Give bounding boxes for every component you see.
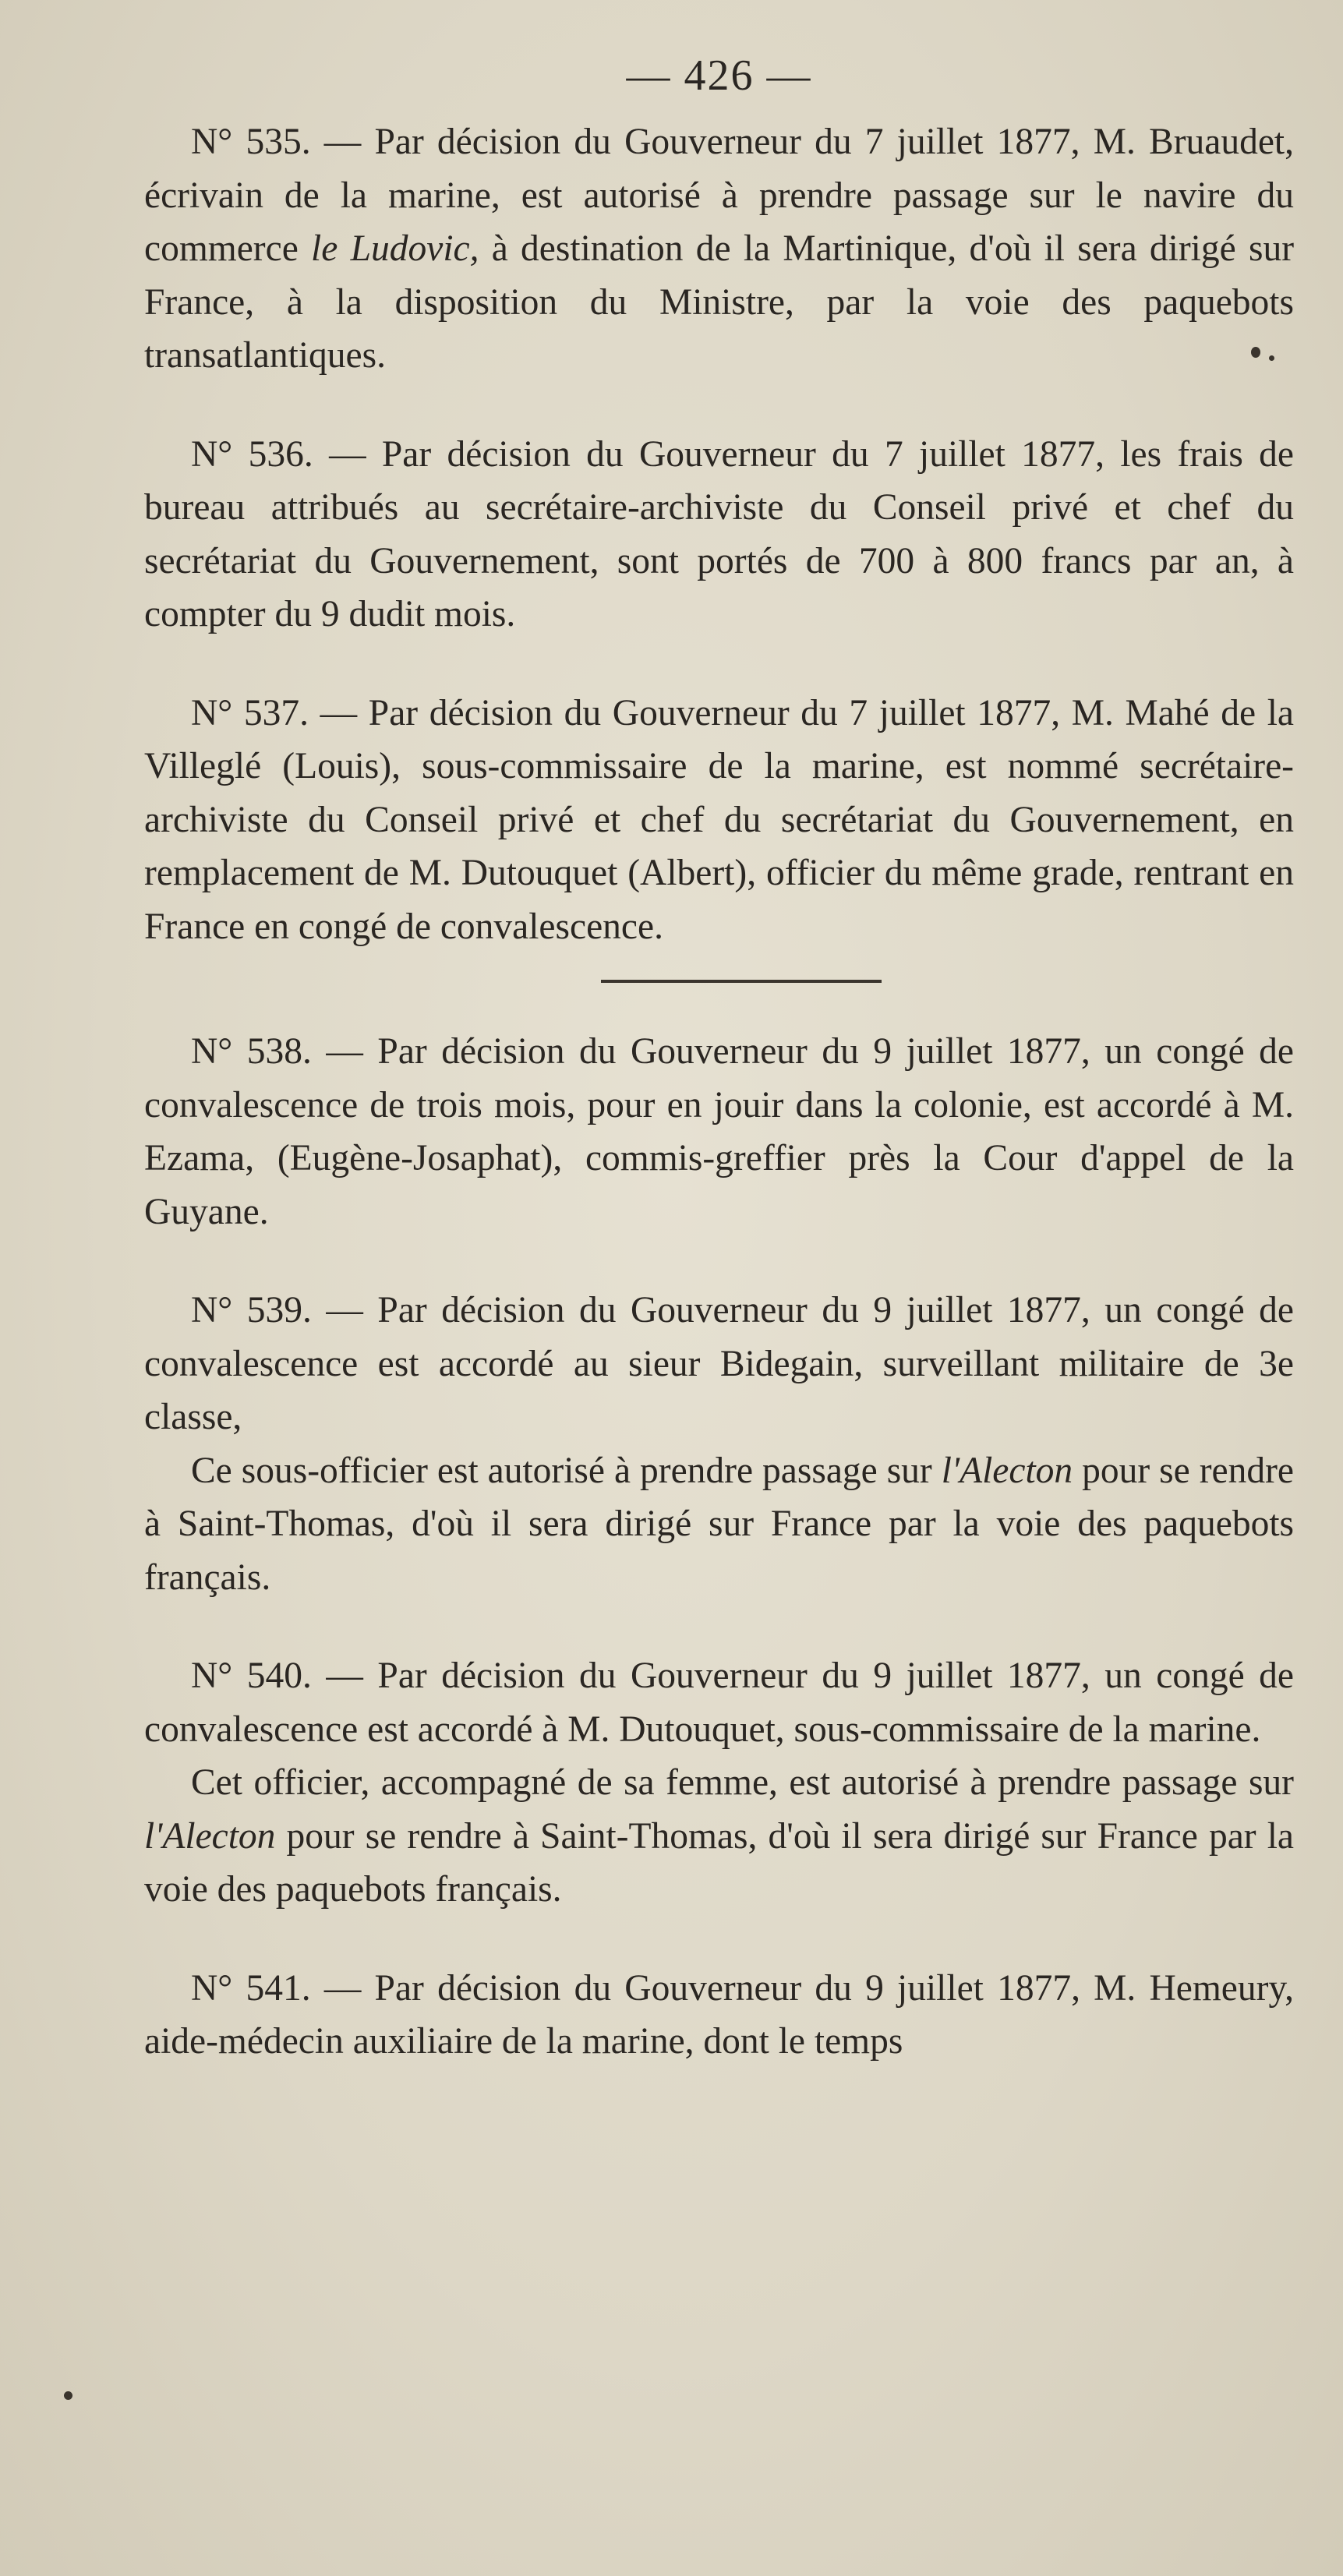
ship-name-ludovic: le Ludovic, bbox=[311, 228, 479, 269]
entry-538 bbox=[144, 1025, 1294, 1239]
entry-539 bbox=[144, 1284, 1294, 1604]
entry-539-text-2-end: pour se rendre à Saint-Thomas, d'où il sera dirigé sur France par la voie des paquebots français. bbox=[144, 1450, 1294, 1598]
entry-536 bbox=[144, 428, 1294, 641]
entry-540-paragraph-1 bbox=[144, 1649, 1294, 1756]
entry-535-text-end: à destination de la Martinique, d'où il sera dirigé sur France, à la disposition du Ministre, par la voie des paquebots transatlantiques. bbox=[144, 228, 1295, 376]
entry-540 bbox=[144, 1649, 1294, 1917]
ship-name-alecton-2: l'Alecton bbox=[144, 1815, 276, 1857]
section-separator bbox=[601, 980, 882, 983]
entry-538-paragraph bbox=[144, 1025, 1294, 1239]
entry-539-text: N° 539. — Par décision du Gouverneur du 9 juillet 1877, un congé de convalescence est accordé au sieur Bidegain, surveillant militaire de 3e classe, bbox=[144, 1290, 1294, 1437]
entry-541-paragraph bbox=[144, 1962, 1294, 2069]
entry-536-text: N° 536. — Par décision du Gouverneur du 7 juillet 1877, les frais de bureau attribués au secrétaire-archiviste du Conseil privé et chef du secrétariat du Gouvernement, sont portés de 700 à 800 francs par an, à compter du 9 dudit mois. bbox=[144, 433, 1294, 634]
entry-537-paragraph bbox=[144, 687, 1294, 954]
entry-541-text: N° 541. — Par décision du Gouverneur du 9 juillet 1877, M. Hemeury, aide-médecin auxiliaire de la marine, dont le temps bbox=[144, 1967, 1294, 2062]
ink-speck bbox=[64, 2391, 72, 2400]
page-number: — 426 — bbox=[626, 51, 812, 100]
entry-540-text-2-end: pour se rendre à Saint-Thomas, d'où il sera dirigé sur France par la voie des paquebots français. bbox=[144, 1815, 1294, 1910]
entry-540-paragraph-2 bbox=[144, 1756, 1294, 1917]
entry-539-text-2: Ce sous-officier est autorisé à prendre passage sur bbox=[191, 1450, 942, 1491]
ship-name-alecton: l'Alecton bbox=[941, 1450, 1073, 1491]
entry-535-text: N° 535. — Par décision du Gouverneur du 7 juillet 1877, M. Bruaudet, écrivain de la marine, est autorisé à prendre passage sur le navire du commerce bbox=[144, 122, 1294, 269]
entry-537 bbox=[144, 687, 1294, 954]
entry-541 bbox=[144, 1962, 1294, 2069]
ink-speck bbox=[1269, 355, 1274, 361]
entry-539-paragraph-1 bbox=[144, 1284, 1294, 1444]
entry-536-paragraph bbox=[144, 428, 1294, 641]
entry-540-text: N° 540. — Par décision du Gouverneur du 9 juillet 1877, un congé de convalescence est accordé à M. Dutouquet, sous-commissaire de la marine. bbox=[144, 1655, 1294, 1750]
entry-535 bbox=[144, 115, 1294, 383]
entry-540-text-2: Cet officier, accompagné de sa femme, est autorisé à prendre passage sur bbox=[191, 1762, 1294, 1803]
entry-535-paragraph bbox=[144, 115, 1294, 383]
ink-speck bbox=[1251, 347, 1260, 358]
document-page bbox=[144, 47, 1294, 2541]
entry-539-paragraph-2 bbox=[144, 1444, 1294, 1605]
entry-537-text: N° 537. — Par décision du Gouverneur du 7 juillet 1877, M. Mahé de la Villeglé (Louis), sous-commissaire de la marine, est nommé secrétaire-archiviste du Conseil privé et chef du secrétariat du Gouvernement, en remplacement de M. Dutouquet (Albert), officier du même grade, rentrant en France en congé de convalescence. bbox=[144, 692, 1294, 947]
entry-538-text: N° 538. — Par décision du Gouverneur du 9 juillet 1877, un congé de convalescence de trois mois, pour en jouir dans la colonie, est accordé à M. Ezama, (Eugène-Josaphat), commis-greffier près la Cour d'appel de la Guyane. bbox=[144, 1031, 1294, 1232]
